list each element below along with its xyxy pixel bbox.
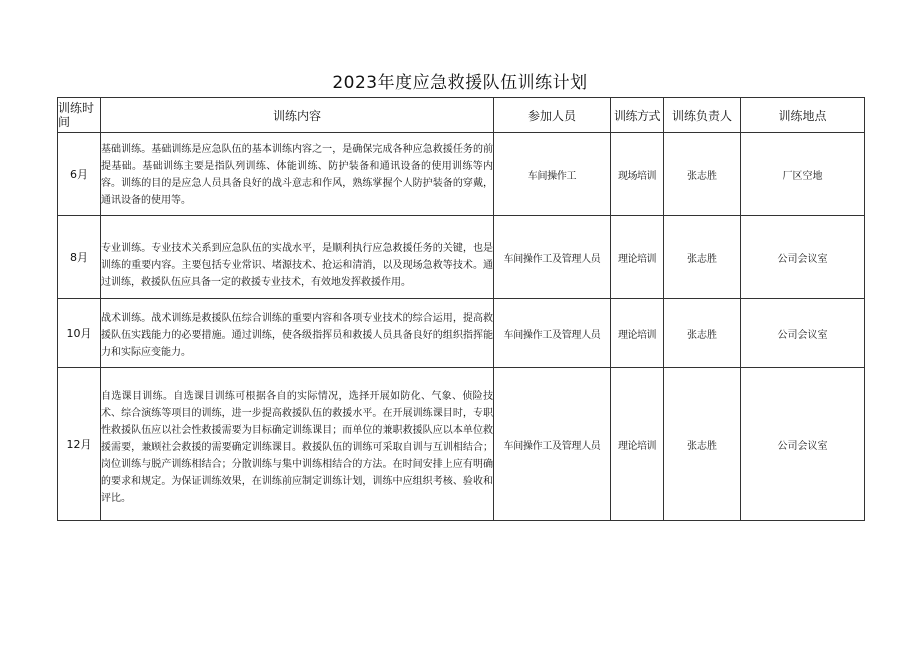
- cell-owner: 张志胜: [664, 133, 741, 216]
- cell-place: 厂区空地: [741, 133, 865, 216]
- table-row: [58, 216, 865, 299]
- cell-time: 6月: [58, 133, 101, 216]
- cell-content-text: 战术训练。战术训练是救援队伍综合训练的重要内容和各项专业技术的综合运用，提高救援队伍实践能力的必要措施。通过训练，使各级指挥员和救援人员具备良好的组织指挥能力和实际应变能力。: [101, 312, 493, 358]
- cell-content: [101, 299, 494, 368]
- cell-people: 车间操作工及管理人员: [494, 299, 611, 368]
- header-owner: 训练负责人: [664, 98, 741, 133]
- table-header-row: [58, 98, 865, 133]
- cell-place: 公司会议室: [741, 299, 865, 368]
- cell-content-text: 自选课目训练。自选课目训练可根据各自的实际情况，选择开展如防化、气象、侦险技术、综合演练等项目的训练，进一步提高救援队伍的救援水平。在开展训练课目时，专职性救援队伍应以社会性救援需要为目标确定训练课目；而单位的兼职救援队应以本单位救援需要，兼顾社会救援的需要确定训练课目。救援队伍的训练可采取自训与互训相结合；岗位训练与脱产训练相结合；分散训练与集中训练相结合的方法。在时间安排上应有明确的要求和规定。为保证训练效果，在训练前应制定训练计划，训练中应组织考核、验收和评比。: [101, 390, 493, 504]
- cell-time: 8月: [58, 216, 101, 299]
- header-place: 训练地点: [741, 98, 865, 133]
- cell-method: 理论培训: [611, 299, 664, 368]
- cell-owner: 张志胜: [664, 368, 741, 521]
- training-plan-table: [57, 97, 865, 521]
- cell-time: 12月: [58, 368, 101, 521]
- header-people: 参加人员: [494, 98, 611, 133]
- cell-people: 车间操作工及管理人员: [494, 368, 611, 521]
- cell-place: 公司会议室: [741, 216, 865, 299]
- cell-content-text: 专业训练。专业技术关系到应急队伍的实战水平，是顺利执行应急救援任务的关键，也是训练的重要内容。主要包括专业常识、堵源技术、抢运和清消，以及现场急救等技术。通过训练，救援队伍应具备一定的救援专业技术，有效地发挥救援作用。: [101, 243, 493, 288]
- cell-content-text: 基础训练。基础训练是应急队伍的基本训练内容之一，是确保完成各种应急救援任务的前提基础。基础训练主要是指队列训练、体能训练、防护装备和通讯设备的使用训练等内容。训练的目的是应急人员具备良好的战斗意志和作风，熟练掌握个人防护装备的穿戴，通讯设备的使用等。: [101, 144, 493, 206]
- cell-method: 现场培训: [611, 133, 664, 216]
- header-method: 训练方式: [611, 98, 664, 133]
- cell-time: 10月: [58, 299, 101, 368]
- cell-people: 车间操作工: [494, 133, 611, 216]
- page-title: 2023年度应急救援队伍训练计划: [332, 73, 588, 93]
- cell-owner: 张志胜: [664, 299, 741, 368]
- cell-content: [101, 133, 494, 216]
- header-content: 训练内容: [101, 98, 494, 133]
- cell-content: [101, 216, 494, 299]
- cell-owner: 张志胜: [664, 216, 741, 299]
- header-time: 训练时间: [58, 98, 101, 133]
- table-row: [58, 368, 865, 521]
- cell-method: 理论培训: [611, 216, 664, 299]
- cell-method: 理论培训: [611, 368, 664, 521]
- cell-content: [101, 368, 494, 521]
- table-row: [58, 299, 865, 368]
- cell-people: 车间操作工及管理人员: [494, 216, 611, 299]
- cell-place: 公司会议室: [741, 368, 865, 521]
- table-row: [58, 133, 865, 216]
